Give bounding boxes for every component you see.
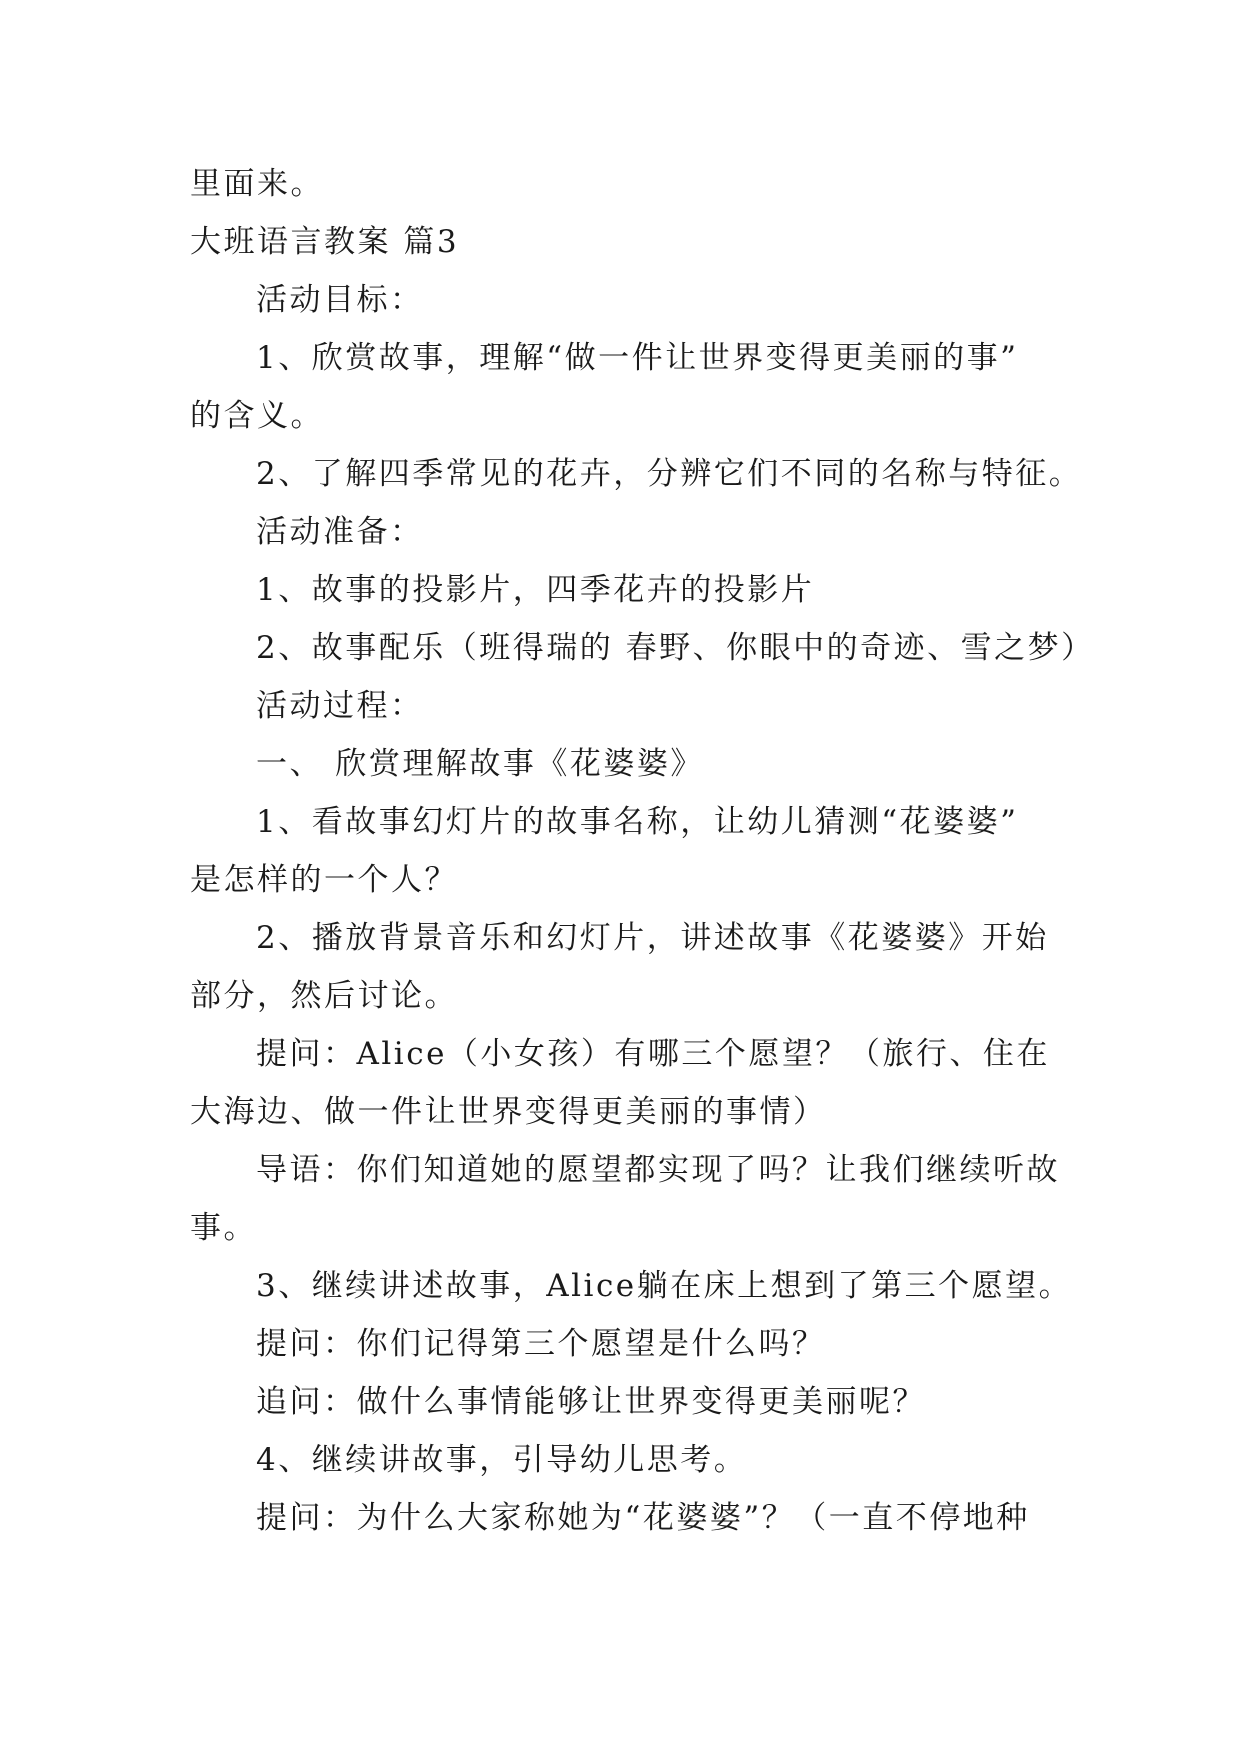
text-line: 2、了解四季常见的花卉，分辨它们不同的名称与特征。 <box>256 456 1083 492</box>
text-line: 1、看故事幻灯片的故事名称，让幼儿猜测“花婆婆” <box>256 804 1019 840</box>
text-line: 活动准备： <box>256 514 424 550</box>
text-line: 追问：做什么事情能够让世界变得更美丽呢？ <box>256 1384 926 1420</box>
text-line: 提问：你们记得第三个愿望是什么吗？ <box>256 1326 826 1362</box>
text-line: 一、 欣赏理解故事《花婆婆》 <box>256 746 704 782</box>
text-line: 1、欣赏故事，理解“做一件让世界变得更美丽的事” <box>256 340 1019 376</box>
text-line: 1、故事的投影片，四季花卉的投影片 <box>256 572 815 608</box>
section-heading: 大班语言教案 篇3 <box>190 224 460 260</box>
text-line: 活动过程： <box>256 688 424 724</box>
text-line: 提问：Alice（小女孩）有哪三个愿望？（旅行、住在 <box>256 1036 1050 1072</box>
text-line: 3、继续讲述故事，Alice躺在床上想到了第三个愿望。 <box>256 1268 1073 1304</box>
text-line: 事。 <box>190 1210 257 1246</box>
text-line: 里面来。 <box>190 166 324 202</box>
text-line: 大海边、做一件让世界变得更美丽的事情） <box>190 1094 827 1130</box>
text-line: 活动目标： <box>256 282 424 318</box>
text-line: 的含义。 <box>190 398 324 434</box>
text-line: 部分，然后讨论。 <box>190 978 458 1014</box>
text-line: 2、故事配乐（班得瑞的 春野、你眼中的奇迹、雪之梦） <box>256 630 1095 666</box>
text-line: 4、继续讲故事，引导幼儿思考。 <box>256 1442 748 1478</box>
text-line: 2、播放背景音乐和幻灯片，讲述故事《花婆婆》开始 <box>256 920 1049 956</box>
text-line: 是怎样的一个人？ <box>190 862 458 898</box>
text-line: 提问：为什么大家称她为“花婆婆”？（一直不停地种 <box>256 1500 1030 1536</box>
text-line: 导语：你们知道她的愿望都实现了吗？让我们继续听故 <box>256 1152 1060 1188</box>
